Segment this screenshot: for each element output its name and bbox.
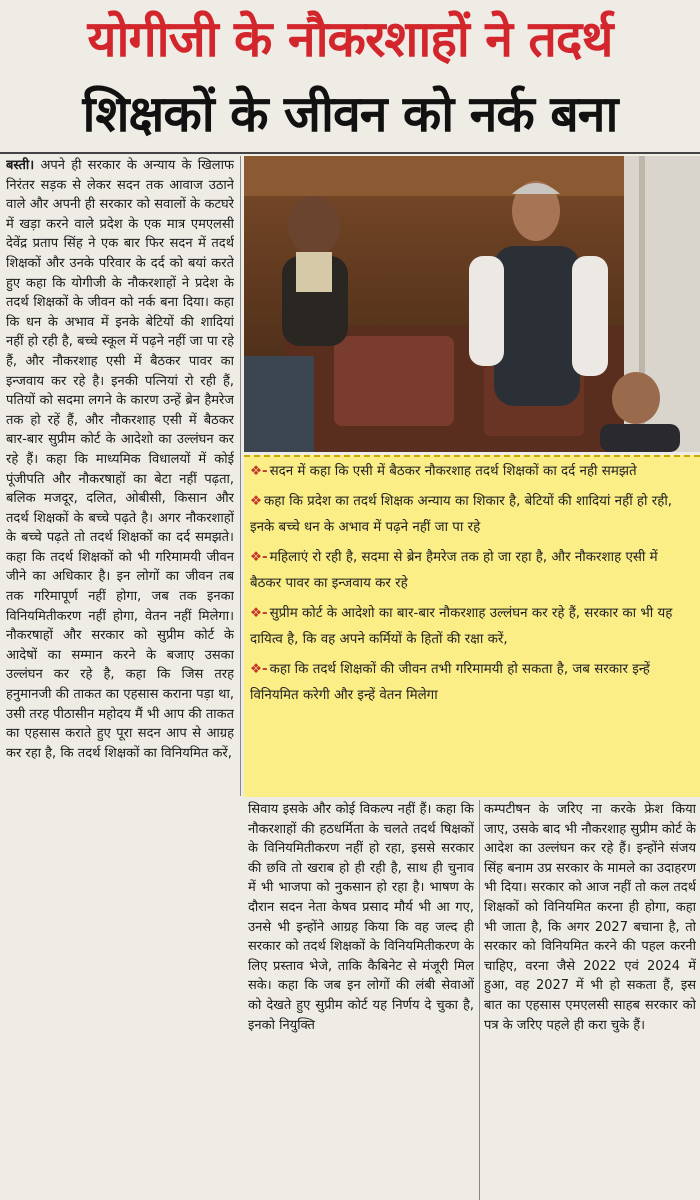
- article-column-3: कम्पटीषन के जरिए ना करके फ्रेश किया जाए, उसके बाद भी नौकरशाह सुप्रीम कोर्ट के आदेश का उल्लंघन कर रहे हैं। इन्होंने संजय सिंह बनाम उप्र सरकार के मामले का उदाहरण भी दिया। सरकार को आज नहीं तो कल तदर्थ शिक्षकों को विनियमित करना ही होगा, कहा भी जाता है, कि अगर 2027 बचाना है, तो सरकार को विनियमित करने की पहल करनी चाहिए, वरना जैसे 2022 एवं 2024 में हुआ, वह 2027 में भी हो सकता हैं, इस बात का एहसास एमएलसी साहब सरकार को पत्र के जरिए पहले ही करा चुके हैं।: [484, 802, 696, 1033]
- highlight-text: महिलाएं रो रही है, सदमा से ब्रेन हैमरेज तक हो जा रहा है, और नौकरशाह एसी में बैठकर पावर का इन्जवाय कर रहे: [250, 550, 658, 591]
- article-text-1: अपने ही सरकार के अन्याय के खिलाफ निरंतर सड़क से लेकर सदन तक आवाज उठाने वाले और अपनी ही सरकार को सवालों के कटघरे में खड़ा करने वाले प्रदेश के एक मात्र एमएलसी देवेंद्र प्रताप सिंह ने एक बार फिर सदन में तदर्थ शिक्षकों और उनके परिवार के दर्द को बयां करते हुए कहा कि योगीजी के नौकरशाहों ने प्रदेश के तदर्थ शिक्षकों के जीवन को नर्क बना दिया। कहा कि धन के अभाव में इनके बेटियों की शादियां नहीं हो रही है, बच्चे स्कूल में पढ़ने नहीं जा पा रहे हैं, और नौकरशाह एसी में बैठकर पावर का इन्जवाय कर रहे है। इनकी पत्नियां रो रही हैं, पतियों को सदमा लगने के कारण उन्हें ब्रेन हैमरेज तक हो रहें हैं, और नौकरशाह एसी में बैठकर बार-बार सुप्रीम कोर्ट के आदेशो का उल्लंघन कर रहे हैं। कहा कि माध्यमिक विधालयों में कोई पूंजीपति और नौकरषाहों का बेटा नहीं पढ़ता, बलिक मजदूर, दलित, ओबीसी, किसान और तदर्थ शिक्षकों के बच्चे पढ़ते है। अगर नौकरशाहों के बच्चे पढ़ते तो तदर्थ शिक्षकों का दर्द समझते। कहा कि तदर्थ शिक्षकों को भी गरिमामयी जीवन जीने का अधिकार है। इन लोगों का जीवन तब तक गरिमापूर्ण नहीं होगा, जब तक इनका विनियमितीकरण नहीं होगा, वेतन नहीं मिलेगा। नौकरषाहों और सरकार को सुप्रीम कोर्ट के आदेषों का सम्मान करने के बजाए उसका उल्लंघन कर रहे है, कहा कि जिस तरह हनुमानजी की ताकत का एहसास कराना पड़ा था, उसी तरह पीठासीन महोदय मैं भी आप की ताकत का एहसास कराते हुए पूरा सदन आप से आग्रह कर रहा है, कि तदर्थ शिक्षकों का विनियमित करें,: [6, 158, 234, 761]
- highlight-text: कहा कि तदर्थ शिक्षकों की जीवन तभी गरिमामयी हो सकता है, जब सरकार इन्हें विनियमित करेगी और इन्हें वेतन मिलेगा: [250, 662, 650, 703]
- bullet-icon: ❖-: [250, 606, 268, 621]
- bullet-icon: ❖: [250, 494, 263, 509]
- headline-rule: [0, 152, 700, 154]
- photo-illustration: [244, 156, 700, 452]
- highlights-box: [244, 455, 700, 797]
- highlight-text: सुप्रीम कोर्ट के आदेशो का बार-बार नौकरशाह उल्लंघन कर रहे हैं, सरकार का भी यह दायित्व है, कि वह अपने कर्मियों के हितों की रक्षा करें,: [250, 606, 673, 647]
- assembly-photo: [244, 156, 700, 452]
- bullet-icon: ❖-: [250, 662, 268, 677]
- headline-line-2: शिक्षकों के जीवन को नर्क बना: [82, 85, 618, 143]
- headline-line-1: योगीजी के नौकरशाहों ने तदर्थ: [87, 10, 613, 68]
- highlight-item: [244, 545, 700, 597]
- highlight-text: कहा कि प्रदेश का तदर्थ शिक्षक अन्याय का शिकार है, बेटियों की शादियां नहीं हो रही, इनके बच्चे धन के अभाव में पढ़ने नहीं जा पा रहे: [250, 494, 673, 535]
- highlight-item: [244, 657, 700, 709]
- highlight-text: सदन में कहा कि एसी में बैठकर नौकरशाह तदर्थ शिक्षकों का दर्द नही समझते: [269, 464, 637, 479]
- article-column-2: सिवाय इसके और कोई विकल्प नहीं हैं। कहा कि नौकरशाहों की हठधर्मिता के चलते तदर्थ षिक्षकों के विनियमितीकरण नहीं हो रहा, इससे सरकार की छवि तो खराब हो ही रही है, साथ ही चुनाव में भी भाजपा को नुकसान हो रहा है। भाषण के दौरान सदन नेता केषव प्रसाद मौर्य भी आ गए, उनसे भी इन्होंने आग्रह किया कि वह जल्द ही सरकार को तदर्थ शिक्षकों के विनियमितीकरण के लिए प्रस्ताव भेजे, ताकि कैबिनेट से मंजूरी मिल सके। कहा कि जब इन लोगों की लंबी सेवाओं को देखते हुए सुप्रीम कोर्ट यह निर्णय दे चुका है, इनको नियुक्ति: [248, 802, 474, 1033]
- column-divider: [240, 156, 241, 796]
- highlight-item: [244, 489, 700, 541]
- article-column-1: [6, 156, 234, 1196]
- highlight-item: [244, 459, 700, 485]
- bullet-icon: ❖-: [250, 464, 268, 479]
- highlight-item: [244, 601, 700, 653]
- dateline: बस्ती।: [6, 158, 35, 173]
- column-divider-2: [479, 800, 480, 1200]
- bullet-icon: ❖-: [250, 550, 268, 565]
